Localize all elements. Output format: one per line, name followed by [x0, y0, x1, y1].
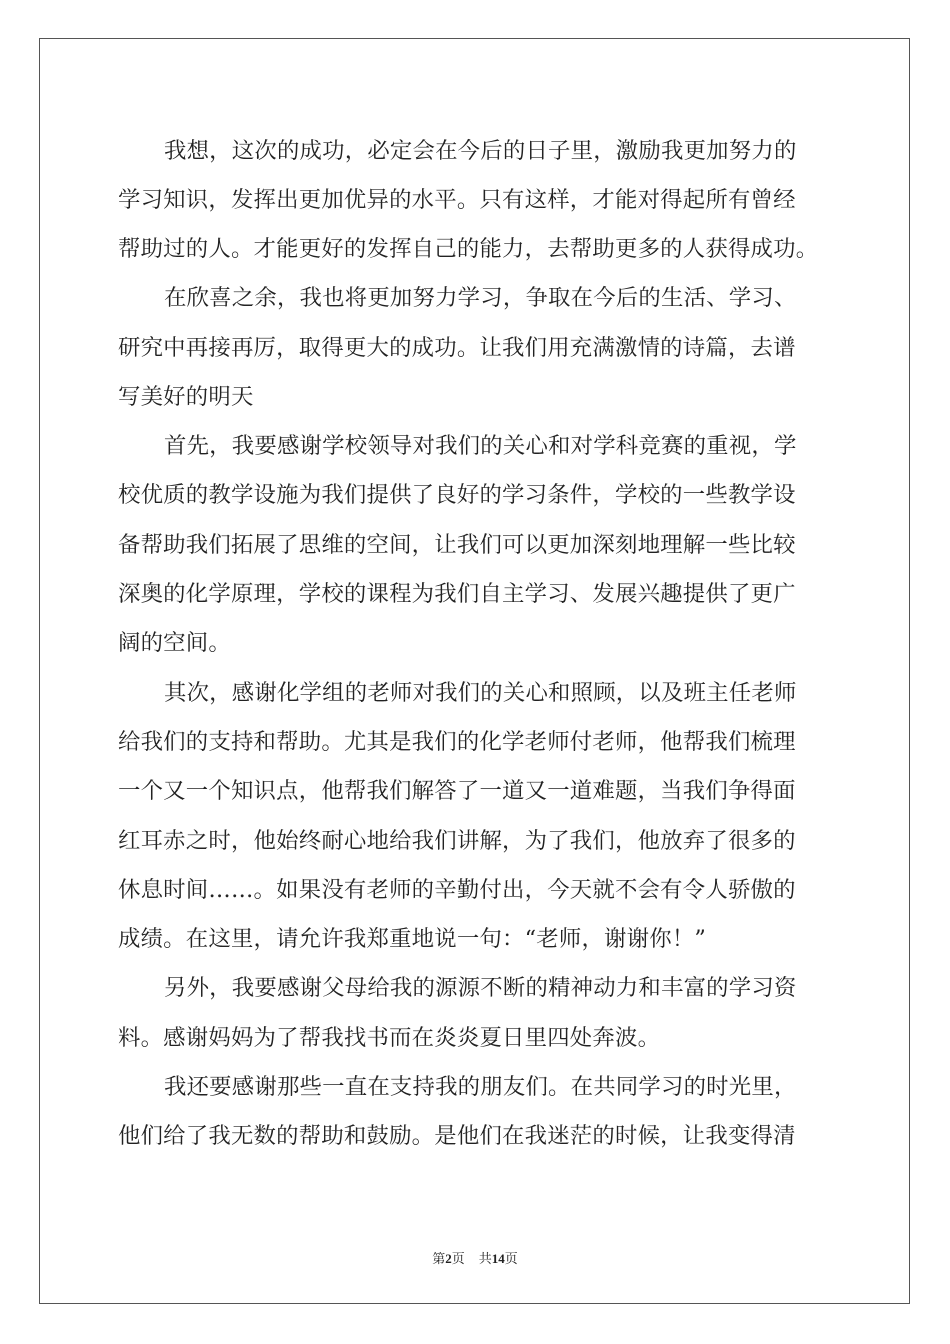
- text-line: 另外，我要感谢父母给我的源源不断的精神动力和丰富的学习资: [164, 975, 797, 1001]
- text-line: 成绩。在这里，请允许我郑重地说一句：“老师，谢谢你！”: [118, 926, 707, 952]
- text-line: 料。感谢妈妈为了帮我找书而在炎炎夏日里四处奔波。: [118, 1025, 661, 1051]
- text-line: 校优质的教学设施为我们提供了良好的学习条件，学校的一些教学设: [118, 482, 796, 508]
- page-footer: [0, 1248, 950, 1267]
- page-number: 2: [445, 1251, 452, 1266]
- total-pages: 14: [491, 1251, 505, 1266]
- text-line: 一个又一个知识点，他帮我们解答了一道又一道难题，当我们争得面: [118, 778, 796, 804]
- page-suffix: 页: [451, 1251, 465, 1266]
- text-line: 在欣喜之余，我也将更加努力学习，争取在今后的生活、学习、: [164, 285, 797, 311]
- text-line: 他们给了我无数的帮助和鼓励。是他们在我迷茫的时候，让我变得清: [118, 1123, 796, 1149]
- text-line: 给我们的支持和帮助。尤其是我们的化学老师付老师，他帮我们梳理: [118, 729, 796, 755]
- total-suffix: 页: [504, 1251, 518, 1266]
- page-prefix: 第: [432, 1251, 446, 1266]
- text-line: 我还要感谢那些一直在支持我的朋友们。在共同学习的时光里，: [164, 1074, 797, 1100]
- text-line: 阔的空间。: [118, 630, 231, 656]
- text-line: 首先，我要感谢学校领导对我们的关心和对学科竞赛的重视，学: [164, 433, 797, 459]
- text-line: 学习知识，发挥出更加优异的水平。只有这样，才能对得起所有曾经: [118, 187, 796, 213]
- text-line: 休息时间……。如果没有老师的辛勤付出，今天就不会有令人骄傲的: [118, 877, 796, 903]
- text-line: 红耳赤之时，他始终耐心地给我们讲解，为了我们，他放弃了很多的: [118, 828, 796, 854]
- total-prefix: 共: [478, 1251, 492, 1266]
- text-line: 我想，这次的成功，必定会在今后的日子里，激励我更加努力的: [164, 138, 797, 164]
- text-line: 其次，感谢化学组的老师对我们的关心和照顾，以及班主任老师: [164, 680, 797, 706]
- text-line: 备帮助我们拓展了思维的空间，让我们可以更加深刻地理解一些比较: [118, 532, 796, 558]
- text-line: 研究中再接再厉，取得更大的成功。让我们用充满激情的诗篇，去谱: [118, 335, 796, 361]
- text-line: 深奥的化学原理，学校的课程为我们自主学习、发展兴趣提供了更广: [118, 581, 796, 607]
- text-line: 写美好的明天: [118, 384, 254, 410]
- text-line: 帮助过的人。才能更好的发挥自己的能力，去帮助更多的人获得成功。: [118, 236, 819, 262]
